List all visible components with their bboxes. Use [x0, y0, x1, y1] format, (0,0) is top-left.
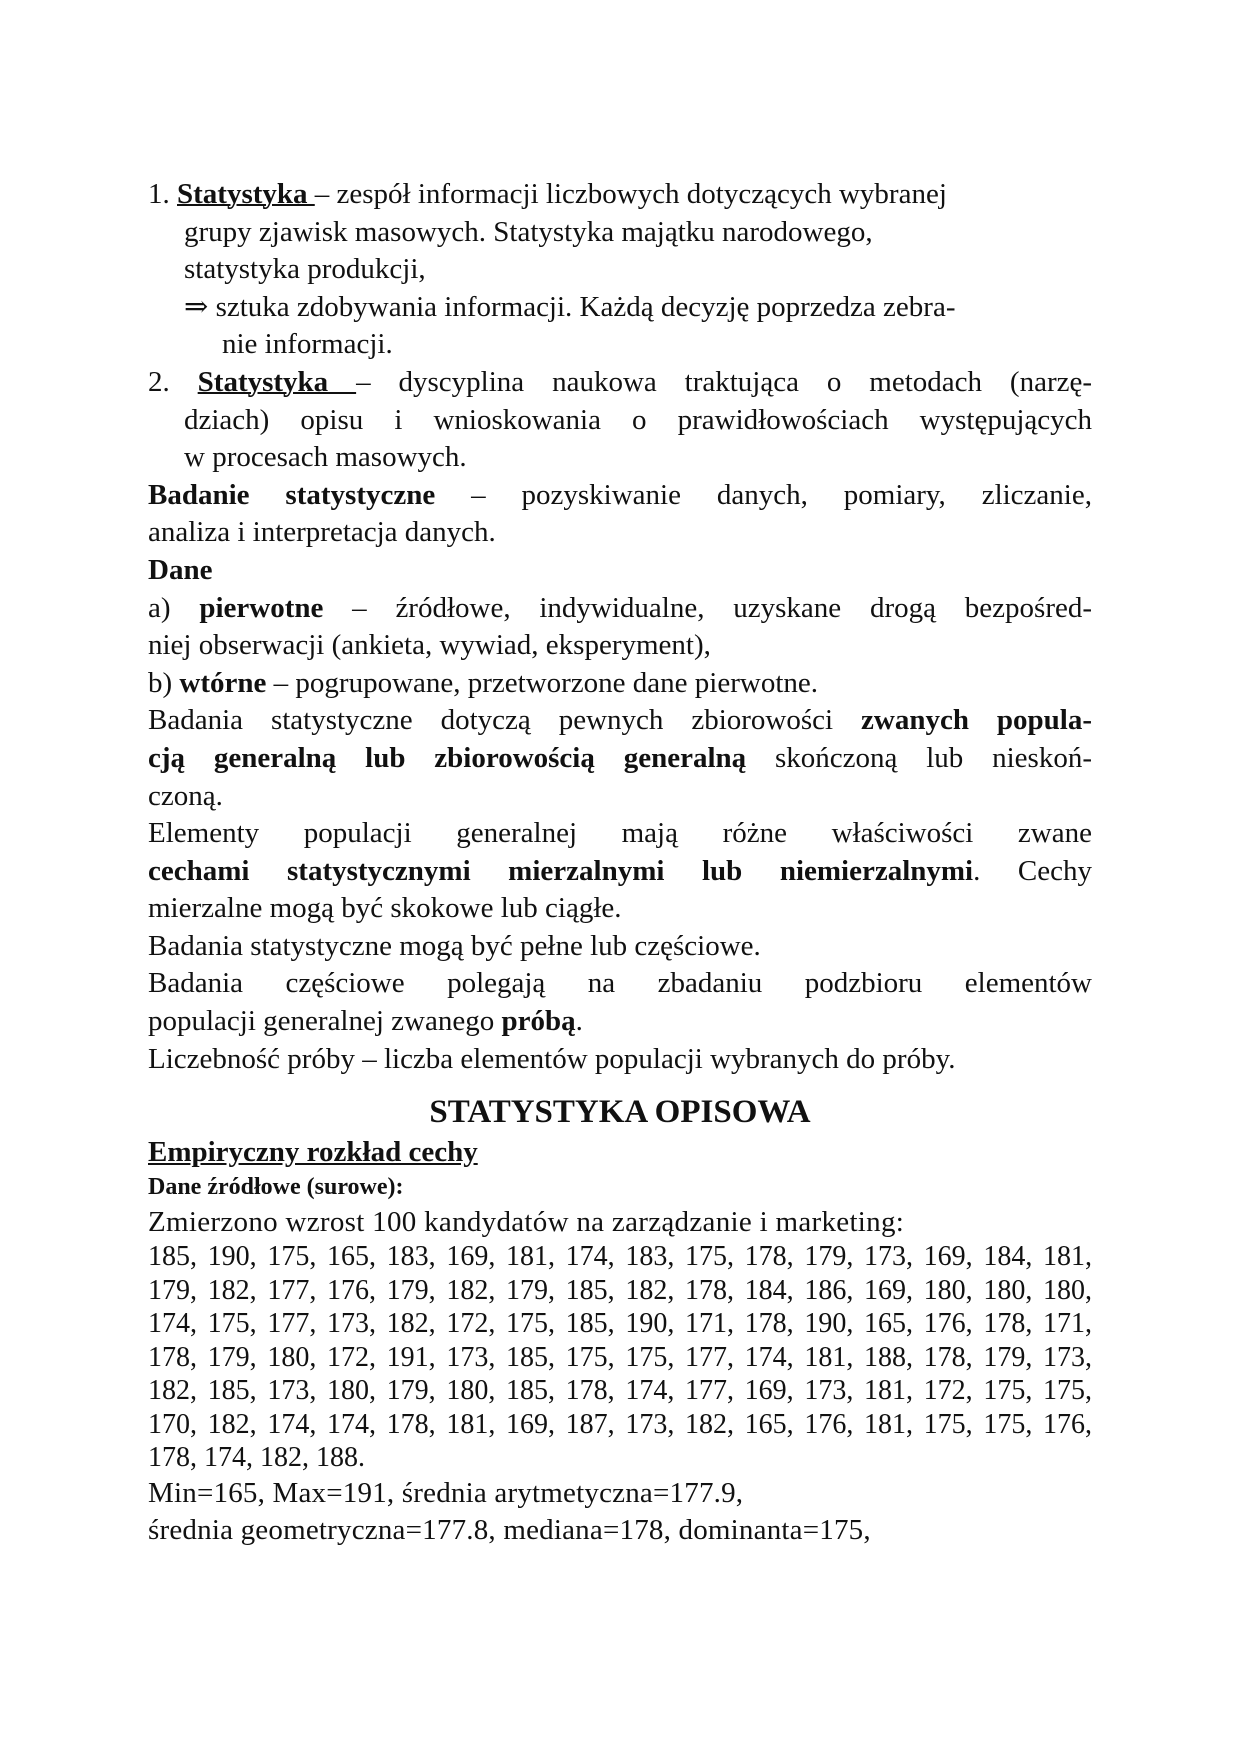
- dane-zrodlowe-label: Dane źródłowe (surowe):: [148, 1174, 404, 1201]
- pelne-line: Badania statystyczne mogą być pełne lub częściowe.: [148, 929, 761, 962]
- item1-line5: nie informacji.: [222, 328, 393, 361]
- populacja-line2-rest: skończoną lub nieskoń-: [746, 741, 1092, 774]
- dane-b-rest: – pogrupowane, przetworzone dane pierwotne.: [266, 666, 819, 699]
- czesciowe-line2: [148, 1003, 1092, 1041]
- czesciowe-line1: Badania częściowe polegają na zbadaniu podzbioru elementów: [148, 967, 1092, 1000]
- item1-line2: grupy zjawisk masowych. Statystyka majątku narodowego,: [184, 215, 873, 248]
- populacja-line2: [148, 740, 1092, 778]
- stats-line2: średnia geometryczna=177.8, mediana=178, dominanta=175,: [148, 1513, 871, 1546]
- data-line: 185, 190, 175, 165, 183, 169, 181, 174, 183, 175, 178, 179, 173, 169, 184, 181,: [148, 1241, 1092, 1273]
- dane-b-line: [148, 665, 1092, 703]
- item1-line3: statystyka produkcji,: [184, 253, 426, 286]
- dane-b-label: b): [148, 666, 180, 699]
- cechy-line3: mierzalne mogą być skokowe lub ciągłe.: [148, 892, 622, 925]
- populacja-line2-bold: cją generalną lub zbiorowością generalną: [148, 741, 747, 774]
- dane-a-term: pierwotne: [199, 591, 324, 624]
- cechy-line1: Elementy populacji generalnej mają różne właściwości zwane: [148, 817, 1092, 850]
- badanie-line1: [148, 477, 1092, 515]
- document-page: [148, 176, 1092, 1549]
- dane-a-label: a): [148, 591, 200, 624]
- badanie-line1-rest: – pozyskiwanie danych, pomiary, zliczanie,: [435, 478, 1092, 511]
- czesciowe-line2-end: .: [575, 1005, 583, 1038]
- cechy-line2: [148, 853, 1092, 891]
- item1-number: 1.: [148, 178, 170, 210]
- item1-term: Statystyka: [177, 178, 315, 210]
- badanie-term: Badanie statystyczne: [148, 478, 436, 511]
- data-block: [148, 1240, 1092, 1475]
- populacja-line3: czoną.: [148, 779, 223, 812]
- data-line: 182, 185, 173, 180, 179, 180, 185, 178, 174, 177, 169, 173, 181, 172, 175, 175,: [148, 1375, 1092, 1407]
- implies-arrow-icon: ⇒: [184, 290, 209, 323]
- item2-number: 2.: [148, 365, 170, 398]
- czesciowe-line2-text: populacji generalnej zwanego: [148, 1005, 502, 1038]
- item2-line1-rest: – dyscyplina naukowa traktująca o metodach (narzę-: [356, 365, 1092, 398]
- badanie-line2: analiza i interpretacja danych.: [148, 516, 496, 549]
- data-line: 179, 182, 177, 176, 179, 182, 179, 185, 182, 178, 184, 186, 169, 180, 180, 180,: [148, 1274, 1092, 1306]
- section-heading: STATYSTYKA OPISOWA: [429, 1094, 811, 1131]
- dane-b-term: wtórne: [179, 666, 267, 699]
- populacja-line1: [148, 702, 1092, 740]
- dane-a-line2: niej obserwacji (ankieta, wywiad, eksperyment),: [148, 629, 711, 662]
- licznosc-line: Liczebność próby – liczba elementów populacji wybranych do próby.: [148, 1042, 956, 1075]
- data-line: 174, 175, 177, 173, 182, 172, 175, 185, 190, 171, 178, 190, 165, 176, 178, 171,: [148, 1308, 1092, 1340]
- populacja-line1-text: Badania statystyczne dotyczą pewnych zbiorowości: [148, 704, 862, 737]
- stats-line1: Min=165, Max=191, średnia arytmetyczna=177.9,: [148, 1476, 744, 1509]
- czesciowe-line2-bold: próbą: [501, 1005, 576, 1038]
- item1-line1: [148, 176, 1092, 214]
- item2-line2: dziach) opisu i wnioskowania o prawidłowościach występujących: [184, 403, 1092, 436]
- item2-term: Statystyka: [197, 365, 357, 398]
- cechy-line2-rest: . Cechy: [973, 854, 1092, 887]
- populacja-line1-bold: zwanych popula-: [861, 704, 1092, 737]
- item2-line1: [148, 364, 1092, 402]
- cechy-line2-bold: cechami statystycznymi mierzalnymi lub niemierzalnymi: [148, 854, 974, 887]
- intro-line: Zmierzono wzrost 100 kandydatów na zarządzanie i marketing:: [148, 1206, 905, 1239]
- item2-line3: w procesach masowych.: [184, 441, 467, 474]
- data-line: 178, 174, 182, 188.: [148, 1442, 365, 1474]
- data-line: 170, 182, 174, 174, 178, 181, 169, 187, 173, 182, 165, 176, 181, 175, 175, 176,: [148, 1408, 1092, 1440]
- dane-a-line1-rest: – źródłowe, indywidualne, uzyskane drogą bezpośred-: [323, 591, 1092, 624]
- dane-a-line1: [148, 590, 1092, 628]
- dane-heading: Dane: [148, 553, 213, 586]
- item1-line1-rest: – zespół informacji liczbowych dotyczących wybranej: [314, 178, 947, 210]
- item1-line4: [148, 289, 1092, 327]
- data-line: 178, 179, 180, 172, 191, 173, 185, 175, 175, 177, 174, 181, 188, 178, 179, 173,: [148, 1341, 1092, 1373]
- section-subheading: Empiryczny rozkład cechy: [148, 1136, 478, 1169]
- item1-line4-text: sztuka zdobywania informacji. Każdą decyzję poprzedza zebra-: [208, 290, 956, 323]
